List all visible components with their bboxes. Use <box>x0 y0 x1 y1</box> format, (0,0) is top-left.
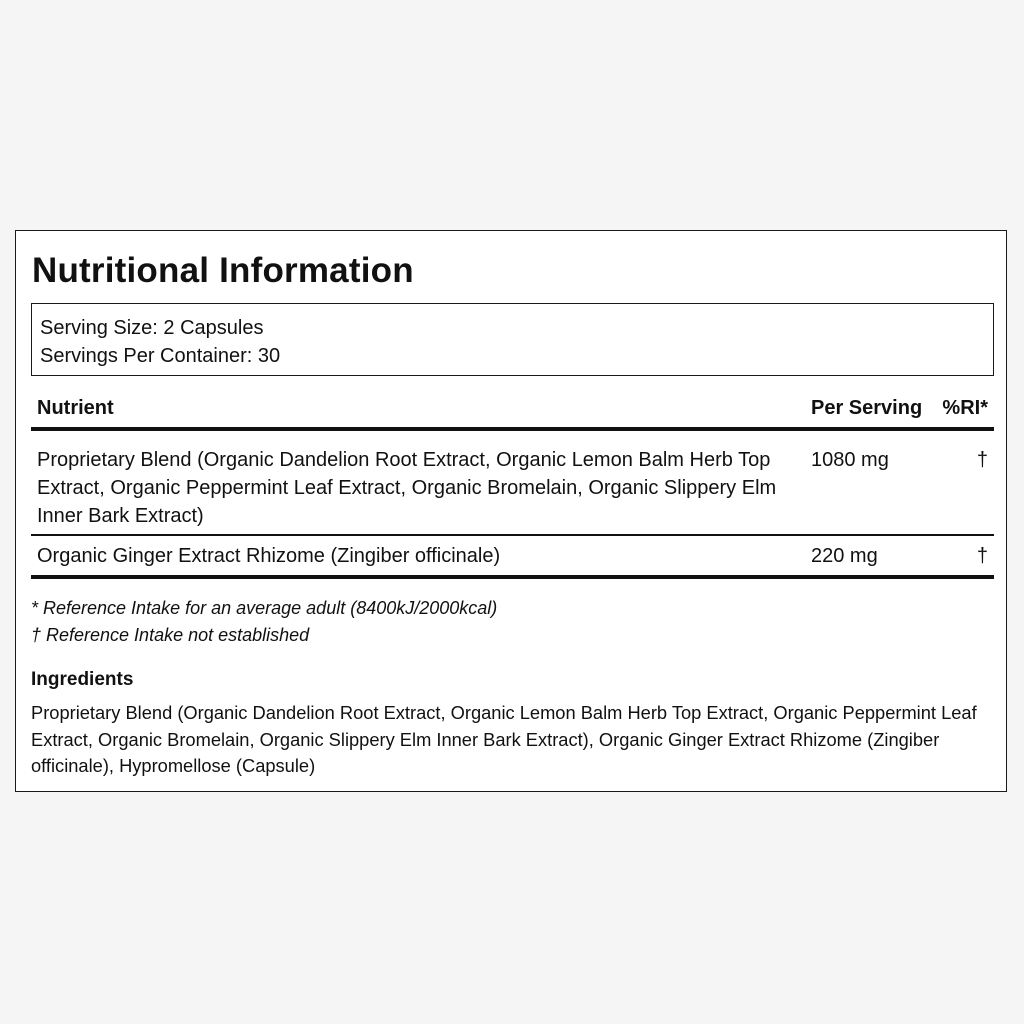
nutrient-name: Organic Ginger Extract Rhizome (Zingiber officinale) <box>37 545 501 567</box>
nutrient-table-header <box>31 393 994 423</box>
nutrient-ri: † <box>976 545 988 567</box>
panel-title: Nutritional Information <box>32 251 414 290</box>
row-divider <box>31 534 994 536</box>
nutrient-ri: † <box>976 449 988 471</box>
header-ri: %RI* <box>942 397 988 419</box>
ingredients-heading: Ingredients <box>31 669 134 690</box>
header-divider <box>31 427 994 431</box>
footnote-not-established: † Reference Intake not established <box>31 625 310 645</box>
serving-info-box <box>31 303 994 376</box>
nutrient-amount: 1080 mg <box>811 449 889 471</box>
ingredients-text: Proprietary Blend (Organic Dandelion Root Extract, Organic Lemon Balm Herb Top Extract, Organic Peppermint Leaf Extract, Organic Bromelain, Organic Slippery Elm Inner Bark Extract), Organic Ginger Extract Rhizome (Zingiber officinale), Hypromellose (Capsule) <box>31 702 977 776</box>
header-per-serving: Per Serving <box>811 397 923 419</box>
footnotes <box>31 595 497 649</box>
serving-size: Serving Size: 2 Capsules <box>40 317 264 339</box>
servings-per-container: Servings Per Container: 30 <box>40 345 281 367</box>
nutrient-name: Proprietary Blend (Organic Dandelion Root Extract, Organic Lemon Balm Herb Top Extract, Organic Peppermint Leaf Extract, Organic Bromelain, Organic Slippery Elm Inner Bark Extract) <box>37 449 777 527</box>
nutrient-amount: 220 mg <box>811 545 878 567</box>
header-nutrient: Nutrient <box>37 397 114 419</box>
nutrition-panel <box>15 230 1007 792</box>
table-bottom-divider <box>31 575 994 579</box>
footnote-reference-intake: * Reference Intake for an average adult (8400kJ/2000kcal) <box>31 598 498 618</box>
